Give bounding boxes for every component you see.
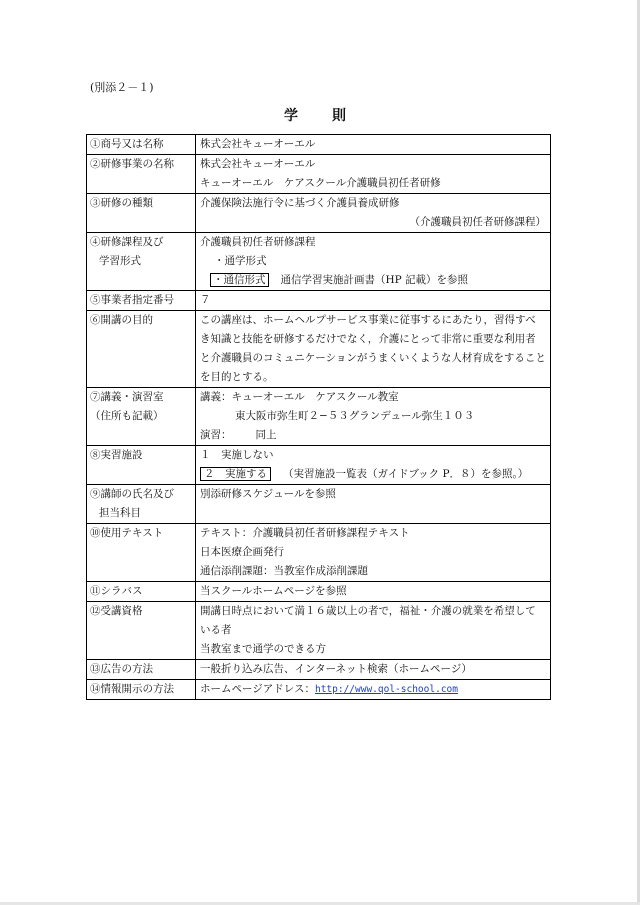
table-row: [87, 233, 551, 291]
value-text: 演習：: [200, 429, 232, 441]
value-line: ・通学形式: [214, 255, 267, 267]
row-label: ⑤事業者指定番号: [87, 291, 196, 311]
row-value: [196, 524, 551, 582]
value-line: １ 実施しない: [200, 449, 274, 461]
table-row: [87, 602, 551, 660]
boxed-option: ・通信形式: [210, 273, 269, 287]
table-row: [87, 582, 551, 602]
value-line: テキスト：介護職員初任者研修課程テキスト: [200, 527, 410, 539]
row-value: 当スクールホームページを参照: [196, 582, 551, 602]
table-row: [87, 524, 551, 582]
row-value: 別添研修スケジュールを参照: [196, 485, 551, 524]
row-value: [196, 155, 551, 194]
value-line: 介護職員初任者研修課程: [200, 236, 316, 248]
row-label: ⑧実習施設: [87, 446, 196, 485]
label-line: ⑨講師の氏名及び: [90, 488, 174, 500]
row-value: この講座は、ホームヘルプサービス事業に従事するにあたり，習得すべき知識と技能を研修するだけでなく，介護にとって非常に重要な利用者と介護職員のコミュニケーションがうまくいくような人材育成をすることを目的とする。: [196, 311, 551, 388]
row-label: [87, 388, 196, 446]
row-value: [196, 602, 551, 660]
row-label: [87, 485, 196, 524]
homepage-link[interactable]: http://www.qol-school.com: [314, 684, 458, 695]
table-row: [87, 446, 551, 485]
value-line: キューオーエル ケアスクール介護職員初任者研修: [200, 177, 441, 189]
row-value: 一般折り込み広告、インターネット検索（ホームページ）: [196, 660, 551, 680]
page-title: 学 則: [284, 108, 356, 124]
label-line: 担当科目: [99, 507, 141, 519]
value-text: 通信学習実施計画書（HP 記載）を参照: [280, 274, 469, 286]
table-row: [87, 311, 551, 388]
row-label: ⑪シラバス: [87, 582, 196, 602]
table-row: [87, 485, 551, 524]
value-line: 東大阪市弥生町２−５３グランデュール弥生１０３: [235, 410, 475, 422]
value-line: 介護保険法施行令に基づく介護員養成研修: [200, 197, 400, 209]
table-row: [87, 388, 551, 446]
value-text: ホームページアドレス：: [200, 683, 315, 695]
row-value: 株式会社キューオーエル: [196, 135, 551, 155]
annex-label: (別添２－１): [90, 81, 154, 94]
row-value: [196, 680, 551, 700]
value-line: 通信添削課題：当教室作成添削課題: [200, 565, 368, 577]
value-line: 株式会社キューオーエル: [200, 158, 316, 170]
label-line: 学習形式: [99, 255, 141, 267]
boxed-option: ２ 実施する: [200, 467, 271, 481]
table-row: [87, 135, 551, 155]
label-line: （住所も記載）: [90, 410, 164, 422]
row-label: ⑭情報開示の方法: [87, 680, 196, 700]
value-line: 当教室まで通学のできる方: [200, 643, 326, 655]
table-row: [87, 660, 551, 680]
row-label: ⑫受講資格: [87, 602, 196, 660]
row-label: ⑩使用テキスト: [87, 524, 196, 582]
row-value: [196, 446, 551, 485]
value-line: [200, 271, 546, 290]
value-text: 同上: [255, 429, 277, 441]
table-row: [87, 194, 551, 233]
row-label: ②研修事業の名称: [87, 155, 196, 194]
value-line: 開講日時点において満１６歳以上の者で，福祉・介護の就業を希望している者: [200, 605, 536, 636]
label-line: ④研修課程及び: [90, 236, 164, 248]
row-label: ①商号又は名称: [87, 135, 196, 155]
label-line: ⑦講義・演習室: [90, 391, 164, 403]
row-value: [196, 388, 551, 446]
table-row: [87, 291, 551, 311]
row-label: ③研修の種類: [87, 194, 196, 233]
value-text: （実習施設一覧表（ガイドブック P．８）を参照。）: [283, 468, 529, 480]
value-line: 日本医療企画発行: [200, 546, 284, 558]
value-line: [200, 465, 546, 484]
row-value: ７: [196, 291, 551, 311]
table-row: [87, 680, 551, 700]
value-line: （介護職員初任者研修課程）: [409, 216, 546, 228]
table-row: [87, 155, 551, 194]
row-value: [196, 194, 551, 233]
row-label: ⑬広告の方法: [87, 660, 196, 680]
value-line: [200, 426, 546, 445]
row-label: ⑥開講の目的: [87, 311, 196, 388]
row-value: [196, 233, 551, 291]
row-label: [87, 233, 196, 291]
value-line: 講義：キューオーエル ケアスクール教室: [200, 391, 399, 403]
school-rules-table: [86, 134, 551, 700]
